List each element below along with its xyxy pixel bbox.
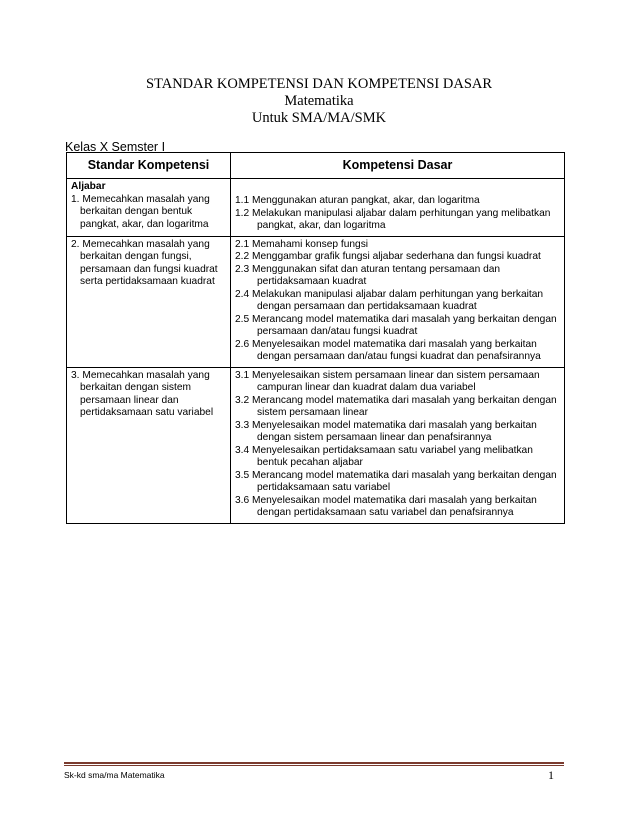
footer-rule — [64, 762, 564, 764]
header-standar-kompetensi: Standar Kompetensi — [67, 153, 231, 179]
table-header-row — [67, 153, 565, 179]
competency-table — [66, 152, 565, 524]
kd-item: 2.1 Memahami konsep fungsi — [235, 238, 369, 250]
kd-item: 3.4 Menyelesaikan pertidaksamaan satu variabel yang melibatkan bentuk pecahan aljabar — [235, 444, 533, 468]
kd-item: 3.3 Menyelesaikan model matematika dari masalah yang berkaitan dengan sistem persamaan linear dan penafsirannya — [235, 419, 537, 443]
document-title — [0, 76, 638, 127]
kd-item: 3.6 Menyelesaikan model matematika dari masalah yang berkaitan dengan pertidaksamaan satu variabel dan penafsirannya — [235, 494, 537, 518]
footer-rule-thin — [64, 765, 564, 766]
kd-item: 2.2 Menggambar grafik fungsi aljabar sederhana dan fungsi kuadrat — [235, 251, 541, 262]
kd-cell — [231, 236, 565, 367]
kd-item: 1.1 Menggunakan aturan pangkat, akar, dan logaritma — [235, 195, 480, 206]
kd-item: 2.5 Merancang model matematika dari masalah yang berkaitan dengan persamaan dan/atau fungsi kuadrat — [235, 313, 557, 337]
kd-item: 3.1 Menyelesaikan sistem persamaan linear dan sistem persamaan campuran linear dan kuadrat dalam dua variabel — [235, 369, 540, 393]
sk-heading: Aljabar — [71, 181, 106, 192]
kd-item: 2.6 Menyelesaikan model matematika dari masalah yang berkaitan dengan persamaan dan/atau fungsi kuadrat dan penafsirannya — [235, 338, 541, 362]
kd-item: 1.2 Melakukan manipulasi aljabar dalam perhitungan yang melibatkan pangkat, akar, dan logaritma — [235, 207, 551, 231]
title-line-1: STANDAR KOMPETENSI DAN KOMPETENSI DASAR — [145, 76, 493, 92]
page-number: 1 — [548, 768, 554, 782]
footer-document-name: Sk-kd sma/ma Matematika — [64, 770, 165, 780]
title-line-3: Untuk SMA/MA/SMK — [251, 110, 387, 126]
kd-item: 2.3 Menggunakan sifat dan aturan tentang persamaan dan pertidaksamaan kuadrat — [235, 263, 501, 287]
kd-item: 3.5 Merancang model matematika dari masalah yang berkaitan dengan pertidaksamaan satu variabel — [235, 469, 557, 493]
sk-text: 1. Memecahkan masalah yang berkaitan dengan bentuk pangkat, akar, dan logaritma — [71, 193, 210, 230]
title-line-2: Matematika — [284, 93, 354, 109]
sk-cell — [67, 236, 231, 367]
kd-cell — [231, 367, 565, 523]
header-kompetensi-dasar: Kompetensi Dasar — [231, 153, 565, 179]
sk-cell — [67, 179, 231, 237]
kelas-label: Kelas X Semster I — [65, 140, 166, 154]
kd-cell — [231, 179, 565, 237]
table-row — [67, 236, 565, 367]
kd-item: 2.4 Melakukan manipulasi aljabar dalam perhitungan yang berkaitan dengan persamaan dan pertidaksamaan kuadrat — [235, 288, 544, 312]
sk-text: 3. Memecahkan masalah yang berkaitan dengan sistem persamaan linear dan pertidaksamaan satu variabel — [71, 369, 214, 418]
table-row — [67, 367, 565, 523]
sk-cell — [67, 367, 231, 523]
table-row — [67, 179, 565, 237]
sk-text: 2. Memecahkan masalah yang berkaitan dengan fungsi, persamaan dan fungsi kuadrat serta pertidaksamaan kuadrat — [71, 238, 218, 287]
kd-item: 3.2 Merancang model matematika dari masalah yang berkaitan dengan sistem persamaan linear — [235, 394, 557, 418]
